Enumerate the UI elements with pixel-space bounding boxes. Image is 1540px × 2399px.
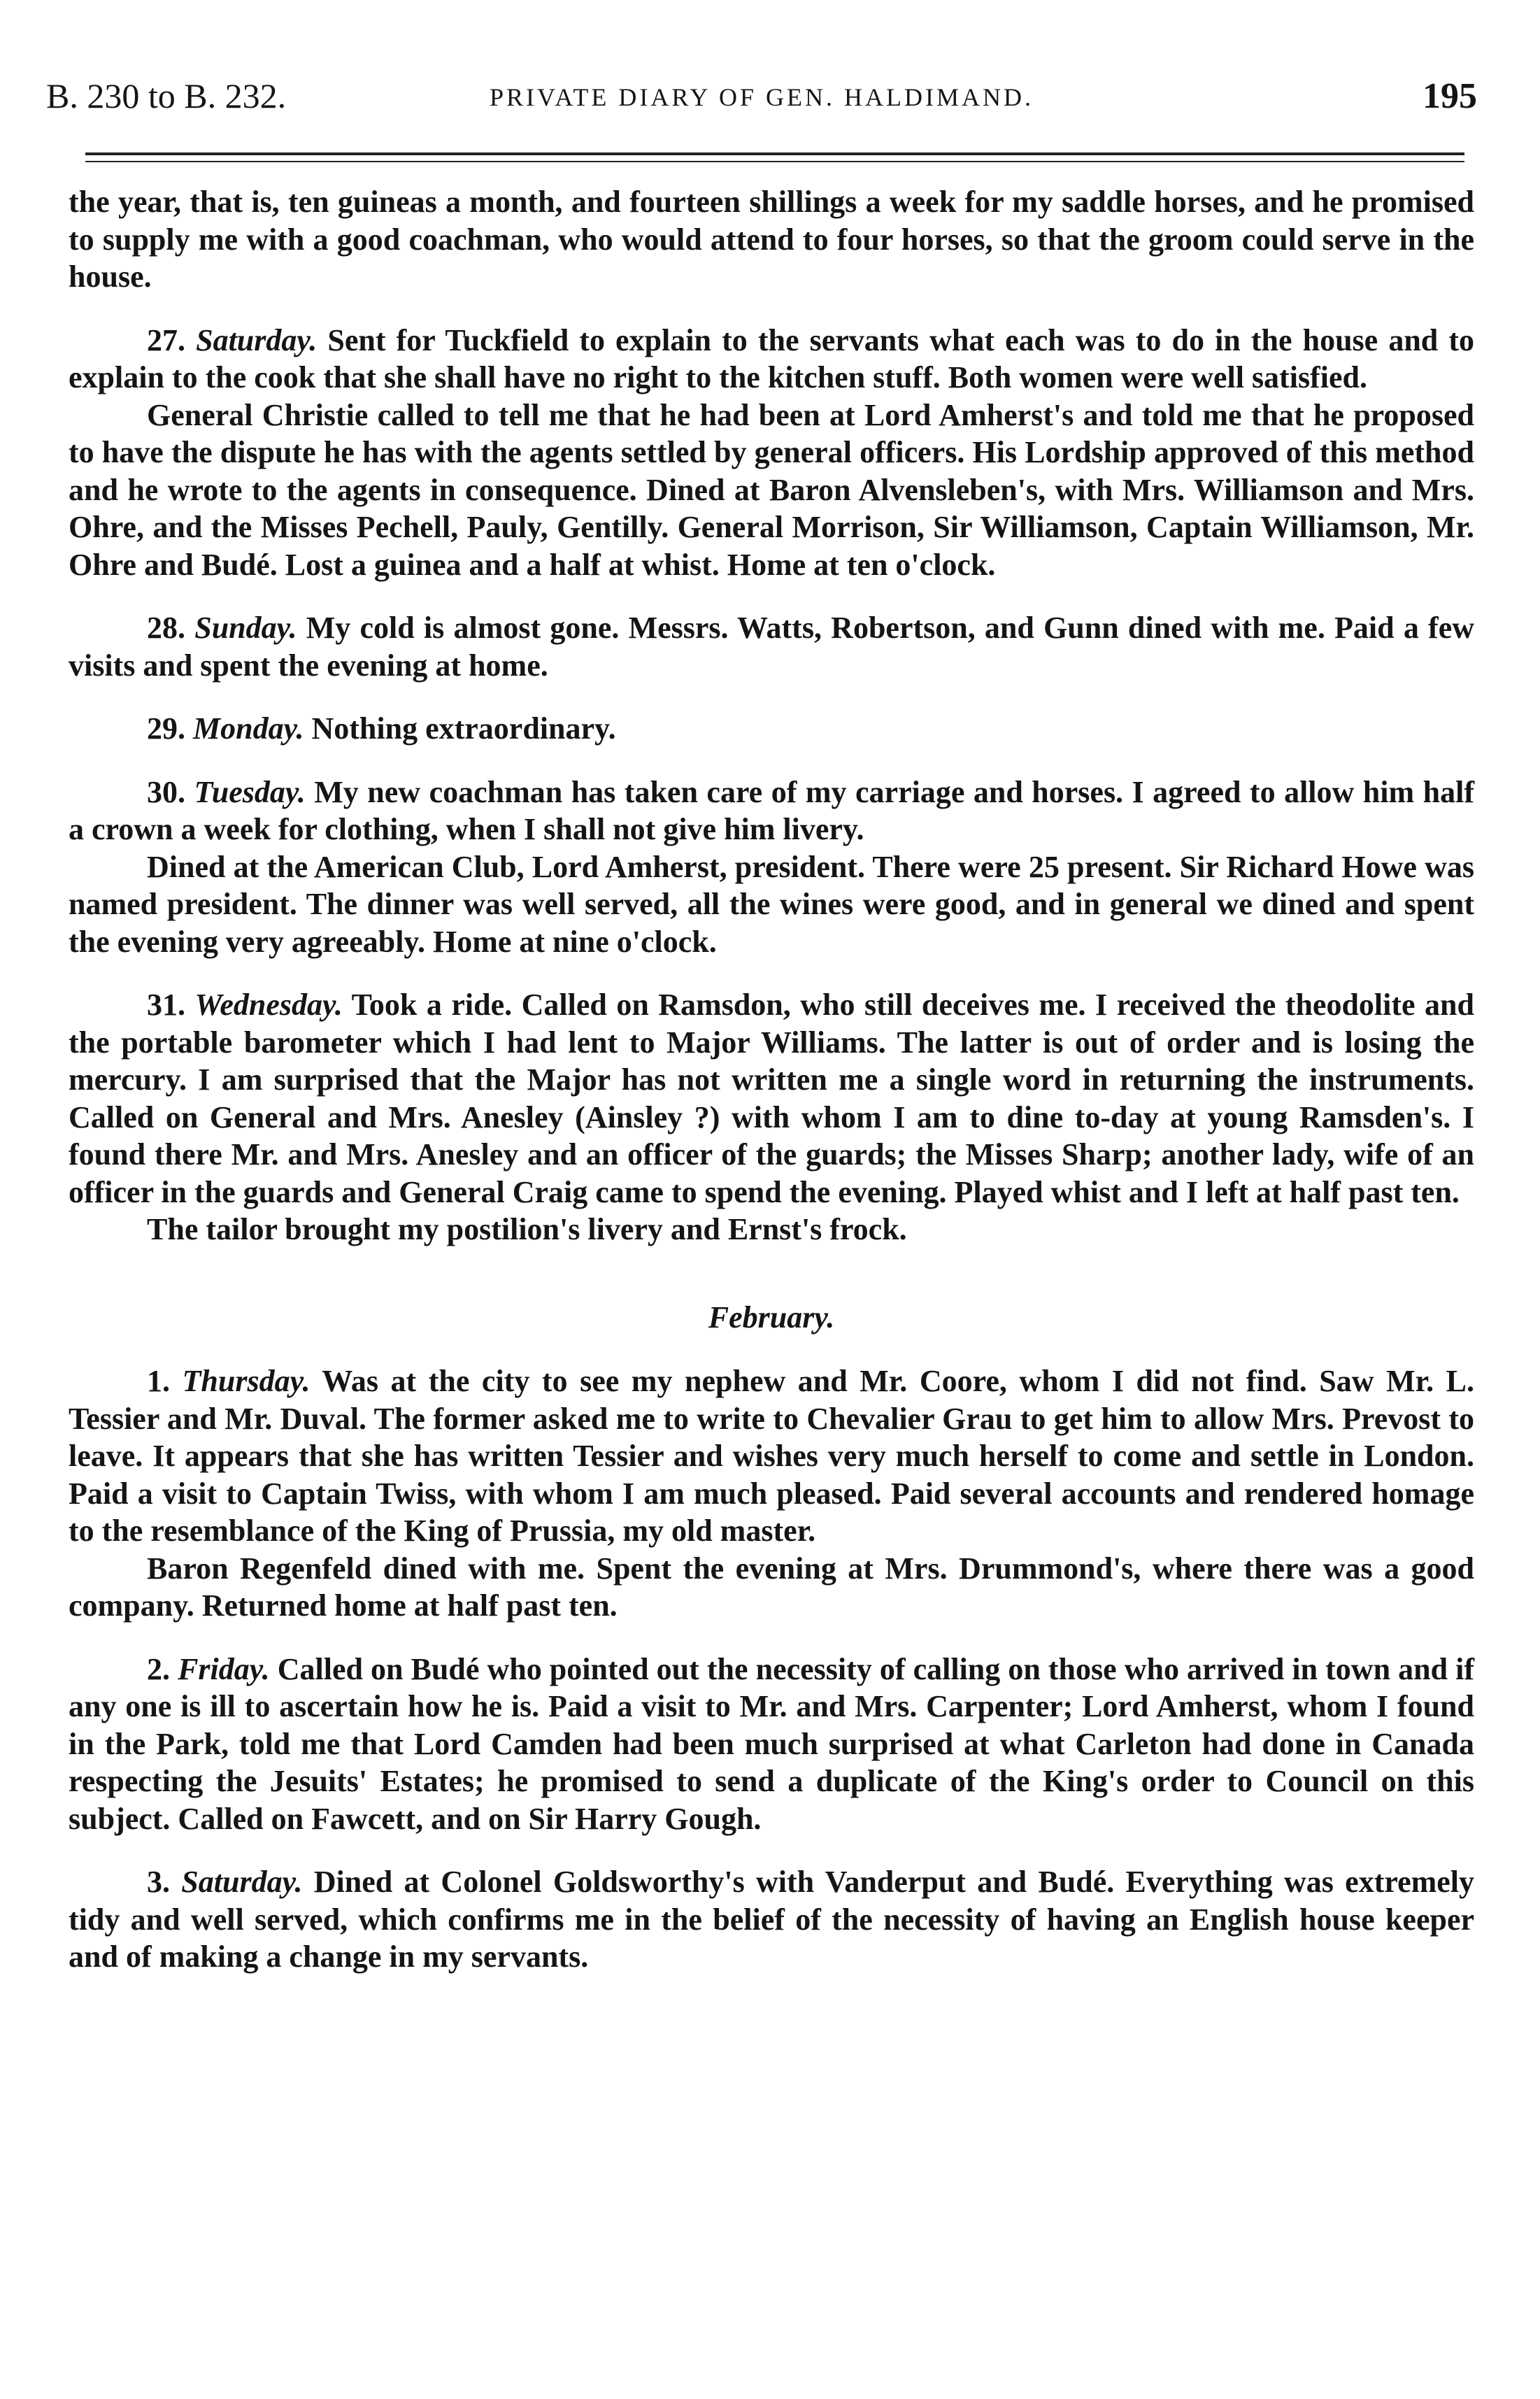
continued-paragraph: the year, that is, ten guineas a month, and fourteen shillings a week for my saddle horses, and he promised to supply me with a good coachman, who would attend to four horses, so that the groom could serve in the house. xyxy=(69,185,1474,294)
entry-weekday: Saturday. xyxy=(181,1865,303,1899)
entry-weekday: Thursday. xyxy=(182,1364,311,1398)
entry-weekday: Wednesday. xyxy=(194,988,343,1022)
entry-text: Sent for Tuckfield to explain to the servants what each was to do in the house and to explain to the cook that she shall have no right to the kitchen stuff. Both women were well satisfied. xyxy=(69,322,1475,394)
entry-weekday: Sunday. xyxy=(194,611,297,645)
diary-entry-feb-3 xyxy=(69,1863,1474,1976)
entry-date-number: 3. xyxy=(147,1865,170,1899)
document-reference: B. 230 to B. 232. xyxy=(46,76,287,115)
entry-date-number: 1. xyxy=(147,1364,170,1398)
header-rule xyxy=(85,152,1464,155)
entry-paragraph: The tailor brought my postilion's livery and Ernst's frock. xyxy=(147,1212,907,1246)
diary-entry-feb-2 xyxy=(69,1651,1474,1838)
entry-text: Was at the city to see my nephew and Mr. Coore, whom I did not find. Saw Mr. L. Tessier and Mr. Duval. The former asked me to write to Chevalier Grau to get him to allow Mrs. Prevost to leave. It appears that she has written Tessier and wishes very much herself to come and settle in London. Paid a visit to Captain Twiss, with whom I am much pleased. Paid several accounts and rendered homage to the resemblance of the King of Prussia, my old master. xyxy=(69,1364,1474,1548)
entry-paragraph: Dined at the American Club, Lord Amherst, president. There were 25 present. Sir Richard Howe was named president. The dinner was well served, all the wines were good, and in general we dined and spent the evening very agreeably. Home at nine o'clock. xyxy=(69,849,1474,959)
entry-weekday: Monday. xyxy=(193,711,304,746)
entry-text: Called on Budé who pointed out the necessity of calling on those who arrived in town and if any one is ill to ascertain how he is. Paid a visit to Mr. and Mrs. Carpenter; Lord Amherst, whom I found in the Park, told me that Lord Camden had been much surprised at what Carleton had done in Canada respecting the Jesuits' Estates; he promised to send a duplicate of the King's order to Council on this subject. Called on Fawcett, and on Sir Harry Gough. xyxy=(69,1651,1475,1836)
entry-date-number: 2. xyxy=(147,1651,170,1686)
entry-paragraph: General Christie called to tell me that he had been at Lord Amherst's and told me that he proposed to have the dispute he has with the agents settled by general officers. His Lordship approved of this method and he wrote to the agents in consequence. Dined at Baron Alvensleben's, with Mrs. Williamson and Mrs. Ohre, and the Misses Pechell, Pauly, Gentilly. General Morrison, Sir Williamson, Captain Williamson, Mr. Ohre and Budé. Lost a guinea and a half at whist. Home at ten o'clock. xyxy=(69,397,1474,582)
entry-weekday: Tuesday. xyxy=(194,774,306,809)
diary-entry-28 xyxy=(69,609,1474,684)
entry-text: My cold is almost gone. Messrs. Watts, Robertson, and Gunn dined with me. Paid a few visits and spent the evening at home. xyxy=(69,611,1475,683)
entry-paragraph: Baron Regenfeld dined with me. Spent the evening at Mrs. Drummond's, where there was a good company. Returned home at half past ten. xyxy=(69,1551,1474,1623)
entry-text: Took a ride. Called on Ramsdon, who still deceives me. I received the theodolite and the portable barometer which I had lent to Major Williams. The latter is out of order and is losing the mercury. I am surprised that the Major has not written me a single word in returning the instruments. Called on General and Mrs. Anesley (Ainsley ?) with whom I am to dine to-day at young Ramsden's. I found there Mr. and Mrs. Anesley and an officer of the guards; the Misses Sharp; another lady, wife of an officer in the guards and General Craig came to spend the evening. Played whist and I left at half past ten. xyxy=(69,988,1474,1209)
diary-entry-30 xyxy=(69,774,1474,961)
running-header xyxy=(46,76,1477,124)
month-heading: February. xyxy=(708,1300,835,1334)
diary-entry-29 xyxy=(69,710,1474,748)
entry-text: Dined at Colonel Goldsworthy's with Vanderput and Budé. Everything was extremely tidy and well served, which confirms me in the belief of the necessity of having an English house keeper and of making a change in my servants. xyxy=(69,1865,1475,1974)
header-rule-thin xyxy=(85,161,1464,162)
entry-weekday: Friday. xyxy=(178,1651,270,1686)
diary-entry-31 xyxy=(69,986,1474,1248)
entry-date-number: 30. xyxy=(147,774,185,809)
diary-entry-27 xyxy=(69,322,1474,584)
page-number: 195 xyxy=(1423,76,1477,116)
running-title: PRIVATE DIARY OF GEN. HALDIMAND. xyxy=(489,83,1034,111)
entry-weekday: Saturday. xyxy=(196,322,318,357)
entry-date-number: 31. xyxy=(147,988,185,1022)
entry-date-number: 28. xyxy=(147,611,185,645)
entry-text: Nothing extraordinary. xyxy=(311,711,616,746)
diary-text xyxy=(69,183,1474,1976)
entry-text: My new coachman has taken care of my carriage and horses. I agreed to allow him half a crown a week for clothing, when I shall not give him livery. xyxy=(69,774,1474,846)
entry-date-number: 29. xyxy=(147,711,185,746)
diary-entry-feb-1 xyxy=(69,1362,1474,1625)
entry-date-number: 27. xyxy=(147,322,185,357)
